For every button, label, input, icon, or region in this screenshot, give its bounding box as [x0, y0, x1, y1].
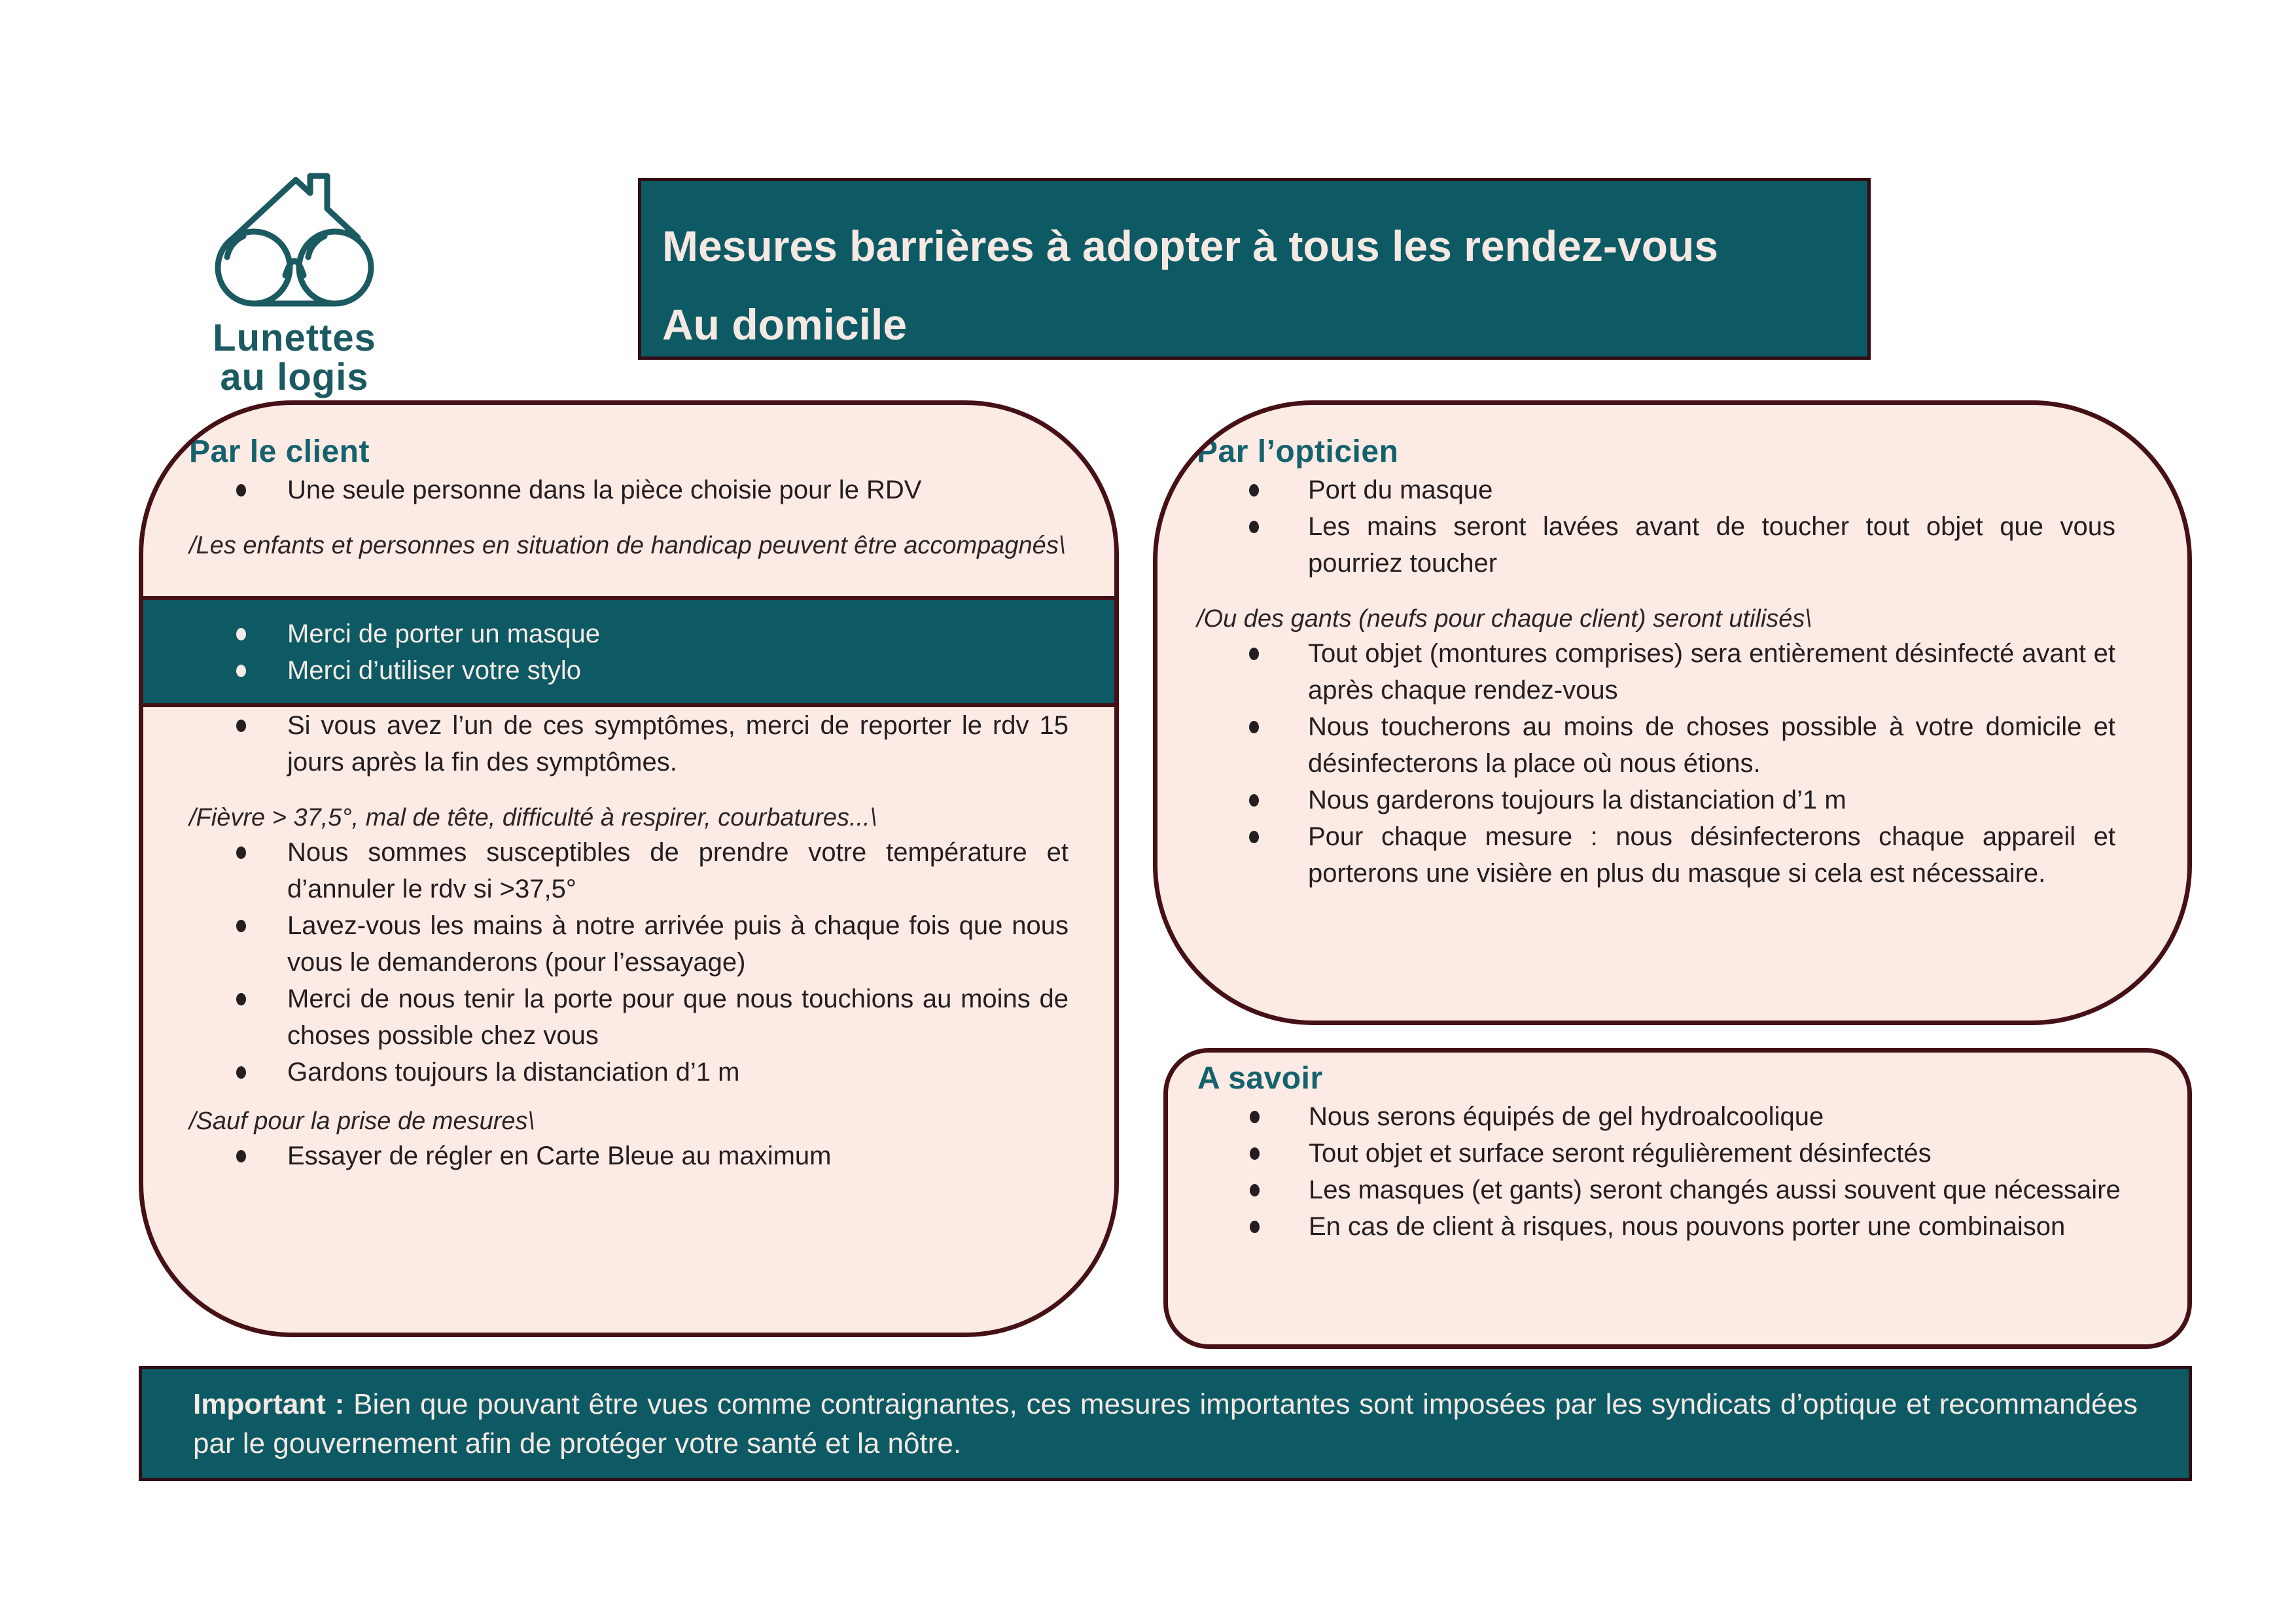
note-measures: /Sauf pour la prise de mesures\: [189, 1108, 535, 1135]
important-footer-banner: [139, 1366, 2192, 1481]
client-payment-list: [189, 1138, 1069, 1174]
bullet-item: Port du masque: [1197, 472, 2148, 508]
bullet-item: Les masques (et gants) seront changés aussi souvent que nécessaire: [1197, 1172, 2158, 1208]
bullet-item: Si vous avez l’un de ces symptômes, merci de reporter le rdv 15 jours après la fin des symptômes.: [189, 707, 1069, 780]
bullet-item: Nous sommes susceptibles de prendre votre température et d’annuler le rdv si >37,5°: [189, 834, 1069, 907]
bullet-item: Tout objet et surface seront régulièrement désinfectés: [1197, 1135, 2158, 1172]
bullet-item: Nous serons équipés de gel hydroalcoolique: [1197, 1098, 2158, 1135]
bullet-item: Merci d’utiliser votre stylo: [189, 652, 1069, 689]
glasses-house-logo-icon: [196, 159, 393, 315]
client-mid-list: [189, 834, 1069, 1091]
client-intro-list: [189, 472, 1069, 508]
bullet-item: Merci de porter un masque: [189, 616, 1069, 652]
note-fever: /Fièvre > 37,5°, mal de tête, difficulté à respirer, courbatures...\: [189, 804, 877, 831]
optician-top-list: [1197, 472, 2148, 582]
bullet-item: En cas de client à risques, nous pouvons porter une combinaison: [1197, 1208, 2158, 1245]
logo-text-line1: Lunettes: [213, 317, 376, 359]
client-strip-list: [189, 616, 1069, 689]
bullet-item: Une seule personne dans la pièce choisie pour le RDV: [189, 472, 1069, 508]
note-children: /Les enfants et personnes en situation de handicap peuvent être accompagnés\: [189, 532, 1066, 559]
footer-label: Important :: [193, 1388, 345, 1420]
client-box-heading: Par le client: [189, 434, 370, 469]
optician-measures-box: [1153, 400, 2192, 1025]
bullet-item: Merci de nous tenir la porte pour que nous touchions au moins de choses possible chez vous: [189, 981, 1069, 1054]
bullet-item: Les mains seront lavées avant de toucher tout objet que vous pourriez toucher: [1197, 508, 2148, 582]
know-box-heading: A savoir: [1197, 1061, 1323, 1096]
client-measures-box: [139, 400, 1119, 1337]
optician-box-heading: Par l’opticien: [1197, 434, 1399, 469]
page-title-line1: Mesures barrières à adopter à tous les rendez-vous: [662, 222, 1718, 270]
know-list: [1197, 1098, 2158, 1245]
bullet-item: Tout objet (montures comprises) sera entièrement désinfecté avant et après chaque rendez-vous: [1197, 635, 2148, 708]
note-gloves: /Ou des gants (neufs pour chaque client) seront utilisés\: [1197, 605, 1812, 633]
bullet-item: Nous garderons toujours la distanciation d’1 m: [1197, 782, 2148, 818]
client-symptoms-list: [189, 707, 1069, 780]
brand-logo: [188, 159, 400, 397]
bullet-item: Pour chaque mesure : nous désinfecterons chaque appareil et porterons une visière en plus du masque si cela est nécessaire.: [1197, 818, 2148, 892]
client-highlight-strip: [143, 596, 1114, 707]
optician-bottom-list: [1197, 635, 2148, 892]
logo-text-line2: au logis: [220, 356, 369, 398]
bullet-item: Gardons toujours la distanciation d’1 m: [189, 1054, 1069, 1091]
header-banner: [638, 178, 1871, 360]
page-title-line2: Au domicile: [662, 300, 908, 349]
footer-text: Bien que pouvant être vues comme contraignantes, ces mesures importantes sont imposées par les syndicats d’optique et recommandées par le gouvernement afin de protéger votre santé et la nôtre.: [193, 1388, 2138, 1459]
bullet-item: Nous toucherons au moins de choses possible à votre domicile et désinfecterons la place où nous étions.: [1197, 708, 2148, 782]
know-box: [1163, 1048, 2192, 1349]
bullet-item: Essayer de régler en Carte Bleue au maximum: [189, 1138, 1069, 1174]
bullet-item: Lavez-vous les mains à notre arrivée puis à chaque fois que nous vous le demanderons (pour l’essayage): [189, 907, 1069, 981]
